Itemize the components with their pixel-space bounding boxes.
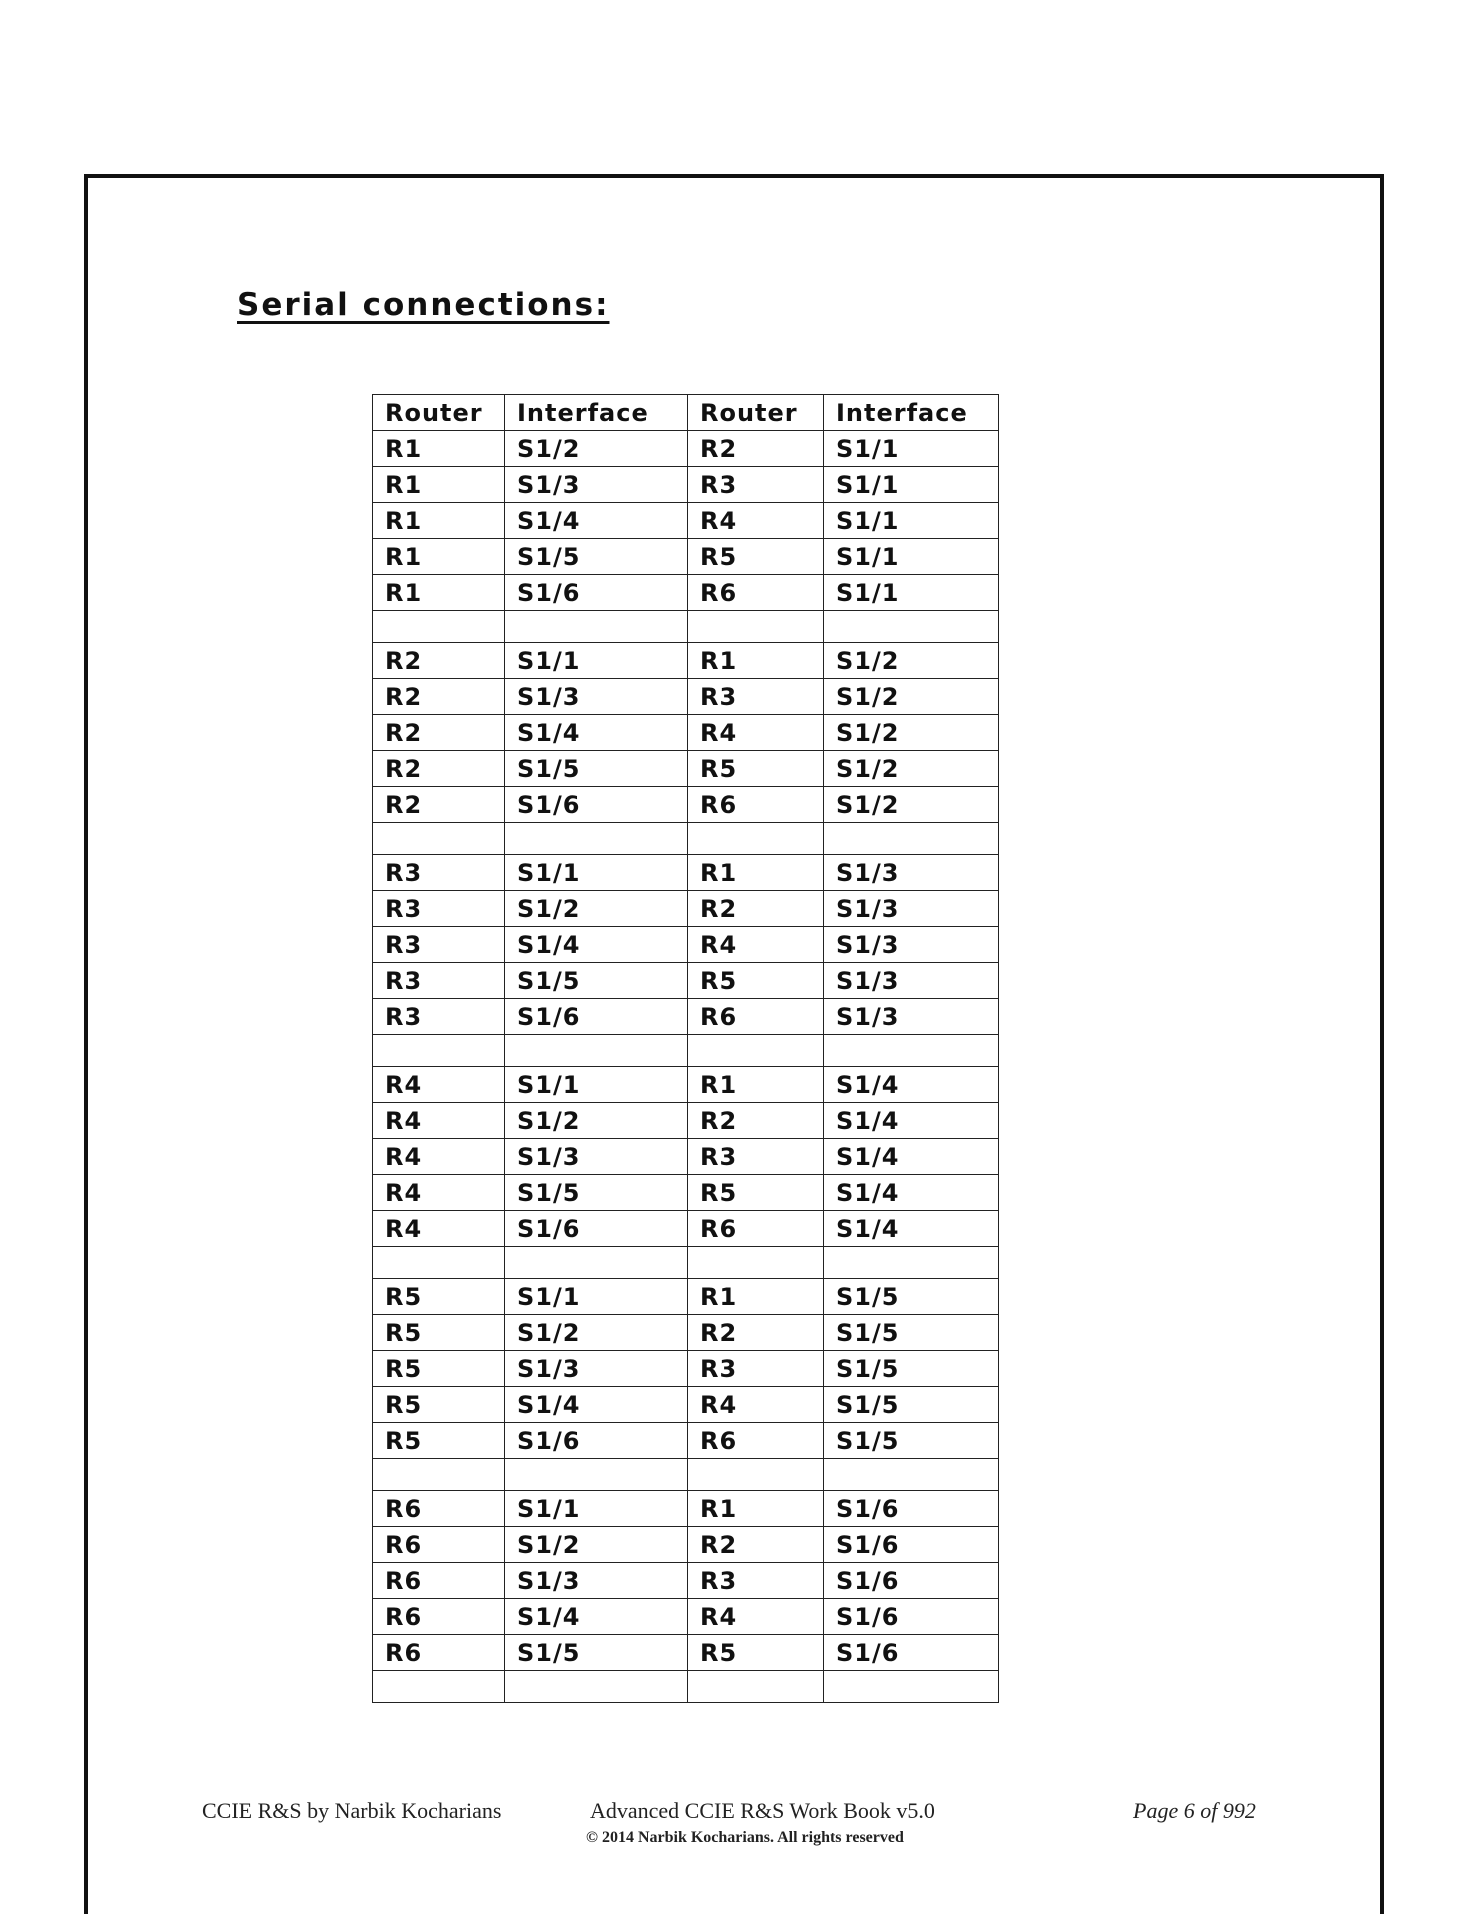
router-cell: R2 <box>373 751 505 787</box>
router-cell: R6 <box>688 787 824 823</box>
interface-cell: S1/4 <box>505 503 688 539</box>
table-row <box>373 1563 999 1599</box>
interface-cell: S1/2 <box>505 1527 688 1563</box>
interface-cell: S1/2 <box>824 643 999 679</box>
router-cell: R3 <box>373 855 505 891</box>
interface-cell: S1/5 <box>505 751 688 787</box>
interface-cell: S1/2 <box>824 751 999 787</box>
table-row <box>373 1279 999 1315</box>
router-cell: R4 <box>373 1139 505 1175</box>
empty-cell <box>688 1459 824 1491</box>
table-row <box>373 1387 999 1423</box>
interface-cell: S1/3 <box>505 1563 688 1599</box>
interface-cell: S1/1 <box>505 1067 688 1103</box>
interface-cell: S1/1 <box>824 539 999 575</box>
router-cell: R6 <box>688 1423 824 1459</box>
table-row <box>373 787 999 823</box>
interface-cell: S1/1 <box>505 855 688 891</box>
footer-author: CCIE R&S by Narbik Kocharians <box>202 1798 502 1823</box>
empty-cell <box>373 1671 505 1703</box>
spacer-row <box>373 1459 999 1491</box>
header-router: Router <box>373 395 505 431</box>
empty-cell <box>373 823 505 855</box>
table-row <box>373 679 999 715</box>
empty-cell <box>688 1247 824 1279</box>
table-row <box>373 431 999 467</box>
spacer-row <box>373 1247 999 1279</box>
interface-cell: S1/3 <box>505 679 688 715</box>
interface-cell: S1/4 <box>505 715 688 751</box>
footer-copyright: © 2014 Narbik Kocharians. All rights reserved <box>586 1829 904 1846</box>
interface-cell: S1/6 <box>824 1599 999 1635</box>
router-cell: R5 <box>373 1279 505 1315</box>
interface-cell: S1/4 <box>505 1387 688 1423</box>
interface-cell: S1/3 <box>824 999 999 1035</box>
interface-cell: S1/3 <box>505 1139 688 1175</box>
empty-cell <box>505 1459 688 1491</box>
interface-cell: S1/6 <box>505 999 688 1035</box>
router-cell: R6 <box>373 1563 505 1599</box>
router-cell: R6 <box>373 1491 505 1527</box>
empty-cell <box>824 611 999 643</box>
serial-connections-table <box>372 394 999 1703</box>
table-row <box>373 467 999 503</box>
router-cell: R4 <box>688 1387 824 1423</box>
router-cell: R4 <box>688 1599 824 1635</box>
interface-cell: S1/6 <box>505 575 688 611</box>
empty-cell <box>688 611 824 643</box>
interface-cell: S1/2 <box>824 715 999 751</box>
router-cell: R1 <box>688 1279 824 1315</box>
table-row <box>373 575 999 611</box>
table-row <box>373 539 999 575</box>
router-cell: R4 <box>688 503 824 539</box>
router-cell: R5 <box>373 1315 505 1351</box>
interface-cell: S1/6 <box>824 1491 999 1527</box>
empty-cell <box>688 1671 824 1703</box>
empty-cell <box>373 1247 505 1279</box>
interface-cell: S1/4 <box>824 1139 999 1175</box>
router-cell: R5 <box>688 751 824 787</box>
router-cell: R5 <box>373 1423 505 1459</box>
interface-cell: S1/1 <box>505 643 688 679</box>
interface-cell: S1/4 <box>824 1067 999 1103</box>
interface-cell: S1/5 <box>505 1175 688 1211</box>
interface-cell: S1/6 <box>824 1635 999 1671</box>
table-row <box>373 751 999 787</box>
interface-cell: S1/3 <box>824 963 999 999</box>
table-row <box>373 503 999 539</box>
router-cell: R4 <box>688 927 824 963</box>
empty-cell <box>373 611 505 643</box>
interface-cell: S1/5 <box>824 1315 999 1351</box>
router-cell: R1 <box>373 431 505 467</box>
interface-cell: S1/2 <box>505 1103 688 1139</box>
header-interface: Interface <box>824 395 999 431</box>
table-row <box>373 1139 999 1175</box>
interface-cell: S1/4 <box>824 1175 999 1211</box>
table-row <box>373 891 999 927</box>
router-cell: R4 <box>373 1175 505 1211</box>
interface-cell: S1/3 <box>824 891 999 927</box>
empty-cell <box>505 823 688 855</box>
router-cell: R4 <box>373 1103 505 1139</box>
interface-cell: S1/1 <box>824 431 999 467</box>
router-cell: R5 <box>688 963 824 999</box>
router-cell: R6 <box>373 1527 505 1563</box>
empty-cell <box>824 1671 999 1703</box>
router-cell: R6 <box>373 1635 505 1671</box>
table-row <box>373 1315 999 1351</box>
empty-cell <box>824 1247 999 1279</box>
empty-cell <box>824 823 999 855</box>
empty-cell <box>505 1035 688 1067</box>
interface-cell: S1/1 <box>505 1491 688 1527</box>
empty-cell <box>824 1035 999 1067</box>
interface-cell: S1/6 <box>505 787 688 823</box>
header-router: Router <box>688 395 824 431</box>
router-cell: R5 <box>373 1387 505 1423</box>
table-row <box>373 1351 999 1387</box>
empty-cell <box>688 1035 824 1067</box>
interface-cell: S1/6 <box>824 1527 999 1563</box>
table-body <box>373 431 999 1703</box>
router-cell: R4 <box>373 1211 505 1247</box>
empty-cell <box>505 1671 688 1703</box>
router-cell: R1 <box>373 467 505 503</box>
router-cell: R1 <box>688 1067 824 1103</box>
interface-cell: S1/3 <box>824 855 999 891</box>
router-cell: R5 <box>688 1175 824 1211</box>
interface-cell: S1/5 <box>824 1387 999 1423</box>
router-cell: R3 <box>688 467 824 503</box>
interface-cell: S1/6 <box>824 1563 999 1599</box>
empty-cell <box>688 823 824 855</box>
interface-cell: S1/4 <box>505 1599 688 1635</box>
table-header-row <box>373 395 999 431</box>
interface-cell: S1/5 <box>505 963 688 999</box>
interface-cell: S1/6 <box>505 1211 688 1247</box>
spacer-row <box>373 1035 999 1067</box>
section-heading: Serial connections: <box>237 287 610 323</box>
router-cell: R1 <box>373 575 505 611</box>
router-cell: R1 <box>373 503 505 539</box>
empty-cell <box>505 1247 688 1279</box>
router-cell: R4 <box>688 715 824 751</box>
router-cell: R2 <box>373 643 505 679</box>
router-cell: R2 <box>688 1103 824 1139</box>
interface-cell: S1/2 <box>824 787 999 823</box>
interface-cell: S1/2 <box>505 891 688 927</box>
table-row <box>373 1175 999 1211</box>
router-cell: R3 <box>373 891 505 927</box>
interface-cell: S1/2 <box>505 431 688 467</box>
router-cell: R2 <box>373 787 505 823</box>
empty-cell <box>373 1459 505 1491</box>
router-cell: R2 <box>688 1527 824 1563</box>
interface-cell: S1/3 <box>505 1351 688 1387</box>
interface-cell: S1/5 <box>505 1635 688 1671</box>
table-row <box>373 999 999 1035</box>
router-cell: R6 <box>688 1211 824 1247</box>
footer-page-number: Page 6 of 992 <box>1133 1798 1256 1823</box>
router-cell: R2 <box>688 431 824 467</box>
interface-cell: S1/4 <box>824 1211 999 1247</box>
router-cell: R2 <box>373 715 505 751</box>
table-row <box>373 1491 999 1527</box>
spacer-row <box>373 611 999 643</box>
empty-cell <box>373 1035 505 1067</box>
interface-cell: S1/1 <box>824 575 999 611</box>
router-cell: R3 <box>373 927 505 963</box>
router-cell: R3 <box>688 1563 824 1599</box>
interface-cell: S1/1 <box>824 467 999 503</box>
interface-cell: S1/2 <box>505 1315 688 1351</box>
table-row <box>373 927 999 963</box>
router-cell: R5 <box>688 1635 824 1671</box>
empty-cell <box>824 1459 999 1491</box>
empty-cell <box>505 611 688 643</box>
interface-cell: S1/4 <box>505 927 688 963</box>
table-row <box>373 1527 999 1563</box>
table-row <box>373 1103 999 1139</box>
router-cell: R6 <box>688 575 824 611</box>
table-row <box>373 1211 999 1247</box>
router-cell: R2 <box>688 1315 824 1351</box>
router-cell: R3 <box>688 1139 824 1175</box>
table-row <box>373 715 999 751</box>
router-cell: R2 <box>688 891 824 927</box>
interface-cell: S1/3 <box>505 467 688 503</box>
table-row <box>373 1635 999 1671</box>
spacer-row <box>373 1671 999 1703</box>
router-cell: R6 <box>688 999 824 1035</box>
table-row <box>373 963 999 999</box>
spacer-row <box>373 823 999 855</box>
table-row <box>373 1599 999 1635</box>
router-cell: R1 <box>688 643 824 679</box>
interface-cell: S1/5 <box>824 1351 999 1387</box>
header-interface: Interface <box>505 395 688 431</box>
router-cell: R1 <box>688 855 824 891</box>
interface-cell: S1/2 <box>824 679 999 715</box>
router-cell: R1 <box>373 539 505 575</box>
router-cell: R5 <box>373 1351 505 1387</box>
interface-cell: S1/1 <box>505 1279 688 1315</box>
table-row <box>373 643 999 679</box>
footer-book-title: Advanced CCIE R&S Work Book v5.0 <box>590 1798 935 1823</box>
interface-cell: S1/5 <box>824 1279 999 1315</box>
interface-cell: S1/3 <box>824 927 999 963</box>
router-cell: R3 <box>373 963 505 999</box>
table-row <box>373 1423 999 1459</box>
table-row <box>373 855 999 891</box>
router-cell: R3 <box>373 999 505 1035</box>
router-cell: R5 <box>688 539 824 575</box>
table-row <box>373 1067 999 1103</box>
interface-cell: S1/1 <box>824 503 999 539</box>
router-cell: R1 <box>688 1491 824 1527</box>
router-cell: R3 <box>688 679 824 715</box>
interface-cell: S1/6 <box>505 1423 688 1459</box>
interface-cell: S1/5 <box>505 539 688 575</box>
interface-cell: S1/4 <box>824 1103 999 1139</box>
router-cell: R2 <box>373 679 505 715</box>
router-cell: R6 <box>373 1599 505 1635</box>
interface-cell: S1/5 <box>824 1423 999 1459</box>
router-cell: R3 <box>688 1351 824 1387</box>
router-cell: R4 <box>373 1067 505 1103</box>
